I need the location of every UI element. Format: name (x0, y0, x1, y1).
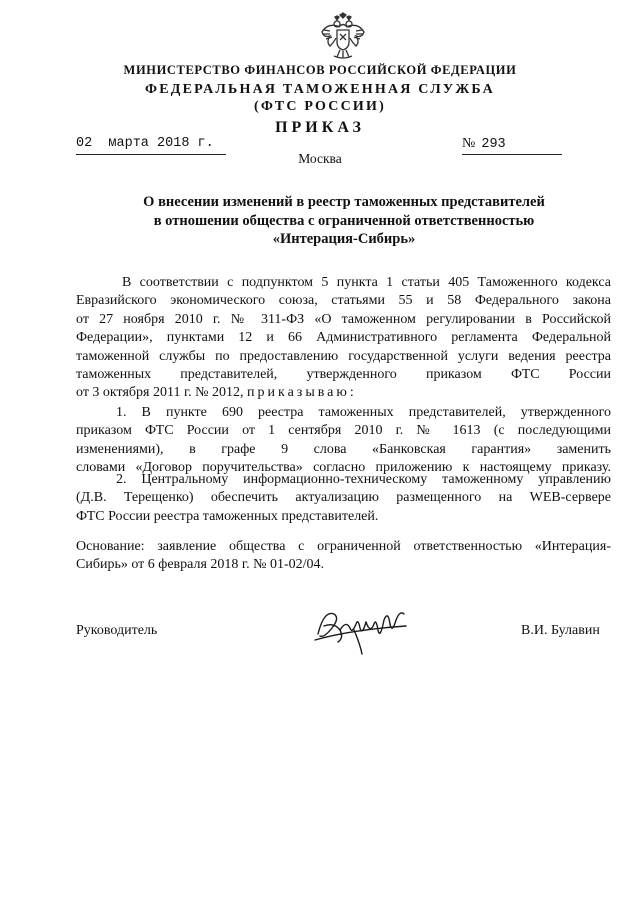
title-line: О внесении изменений в реестр таможенных представителей (143, 194, 545, 210)
text-line: Сибирь» от 6 февраля 2018 г. № 01-02/04. (76, 557, 324, 573)
paragraph-item-2 (76, 471, 611, 526)
order-day: 02 (76, 136, 93, 151)
text-line: 1. В пункте 690 реестра таможенных представителей, утвержденного (116, 405, 611, 420)
text-line: приказом ФТС России от 1 сентября 2010 г. № 1613 (с последующими (76, 423, 611, 439)
service-short-name: (ФТС РОССИИ) (254, 99, 386, 114)
order-title (100, 193, 588, 249)
title-line: в отношении общества с ограниченной ответственностью (153, 212, 535, 229)
text-line: 2. Центральному информационно-техническому таможенному управлению (116, 472, 611, 487)
signatory-position: Руководитель (76, 623, 158, 638)
coat-of-arms-icon (318, 12, 368, 62)
text-line: изменениями), в графе 9 слова «Банковская гарантия» заменить (76, 441, 611, 457)
text-line: таможенной службы по предоставлению государственной услуги ведения реестра (76, 348, 611, 364)
handwritten-signature (310, 600, 410, 658)
order-month-year: марта 2018 г. (108, 136, 214, 151)
text-line: словами «Договор поручительства» согласно приложению к настоящему приказу. (76, 460, 611, 476)
order-city: Москва (298, 151, 342, 166)
ministry-name: МИНИСТЕРСТВО ФИНАНСОВ РОССИЙСКОЙ ФЕДЕРАЦИИ (123, 63, 517, 77)
text-line: ФТС России реестра таможенных представителей. (76, 508, 379, 524)
paragraph-preamble (76, 274, 611, 403)
text-line: В соответствии с подпунктом 5 пункта 1 статьи 405 Таможенного кодекса (122, 275, 611, 290)
text-line: Основание: заявление общества с ограниченной ответственностью «Интерация- (76, 539, 611, 554)
order-number-label: № (462, 136, 476, 151)
paragraph-item-1 (76, 404, 611, 478)
title-line: «Интерация-Сибирь» (272, 231, 416, 247)
order-verb: приказываю: (247, 385, 357, 401)
text-fragment: от 3 октября 2011 г. № 2012, (76, 385, 244, 401)
text-line: (Д.В. Терещенко) обеспечить актуализацию размещенного на WEB-сервере (76, 490, 611, 506)
text-line (76, 384, 611, 402)
text-line: Федерации», пунктами 12 и 66 Административного регламента Федеральной (76, 330, 611, 346)
signatory-name: В.И. Булавин (521, 623, 600, 638)
text-line: Евразийского экономического союза, статьями 55 и 58 Федерального закона (76, 293, 611, 309)
order-number-value: 293 (481, 137, 506, 152)
paragraph-basis (76, 538, 611, 575)
text-line: от 27 ноября 2010 г. № 311-ФЗ «О таможенном регулировании в Российской (76, 311, 611, 327)
document-type: ПРИКАЗ (275, 119, 365, 136)
service-name: ФЕДЕРАЛЬНАЯ ТАМОЖЕННАЯ СЛУЖБА (145, 82, 495, 97)
text-line: таможенных представителей, утвержденного приказом ФТС России (76, 366, 611, 382)
